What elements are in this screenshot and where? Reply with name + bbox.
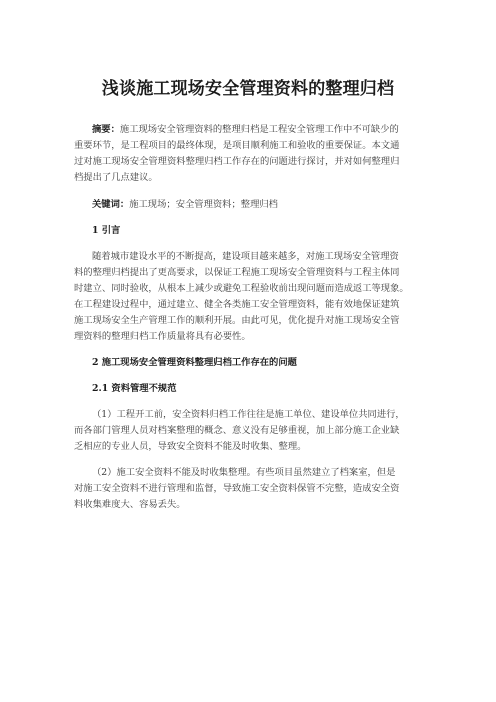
body-line: 在工程建设过程中，通过建立、健全各类施工安全管理资料，能有效地保证建筑: [74, 299, 400, 310]
body-line: 对施工安全资料不进行管理和监督，导致施工安全资料保管不完整，造成安全资: [74, 483, 400, 494]
body-line: 施工现场安全生产管理工作的顺利开展。由此可见，优化提升对施工现场安全管: [74, 315, 400, 326]
body-line: 随着城市建设水平的不断提高，建设项目越来越多，对施工现场安全管理资: [92, 251, 399, 262]
section-heading: 2 施工现场安全管理资料整理归档工作存在的问题: [92, 357, 297, 368]
abstract-first-line: [92, 124, 399, 136]
document-title: 浅谈施工现场安全管理资料的整理归档: [101, 79, 395, 99]
subsection-heading: 2.1 资料管理不规范: [92, 383, 177, 394]
keywords-label: 关键词：: [92, 199, 130, 210]
section-heading: 1 引言: [92, 225, 121, 236]
abstract-label: 摘要：: [92, 124, 120, 135]
body-line: 而各部门管理人员对档案整理的概念、意义没有足够重视，加上部分施工企业缺: [74, 425, 400, 436]
keywords-text: 施工现场；安全管理资料；整理归档: [129, 199, 278, 210]
body-line: 料收集难度大、容易丢失。: [74, 499, 186, 510]
abstract-line: 重要环节，是工程项目的最终体现，是项目顺利施工和验收的重要保证。本文通: [74, 140, 400, 151]
body-line: （2）施工安全资料不能及时收集整理。有些项目虽然建立了档案室，但是: [92, 467, 396, 478]
body-line: （1）工程开工前，安全资料归档工作往往是施工单位、建设单位共同进行，: [92, 409, 405, 420]
body-line: 时建立、同时验收，从根本上减少或避免工程验收前出现问题而造成返工等现象。: [74, 283, 409, 294]
body-line: 料的整理归档提出了更高要求，以保证工程施工现场安全管理资料与工程主体同: [74, 267, 400, 278]
body-line: 乏相应的专业人员，导致安全资料不能及时收集、整理。: [74, 441, 307, 452]
keywords-line: [92, 199, 278, 211]
abstract-line: 过对施工现场安全管理资料整理归档工作存在的问题进行探讨，并对如何整理归: [74, 156, 400, 167]
body-line: 理资料的整理归档工作质量将具有必要性。: [74, 331, 251, 342]
abstract-text: 施工现场安全管理资料的整理归档是工程安全管理工作中不可缺少的: [119, 124, 399, 135]
abstract-line: 档提出了几点建议。: [74, 172, 158, 183]
